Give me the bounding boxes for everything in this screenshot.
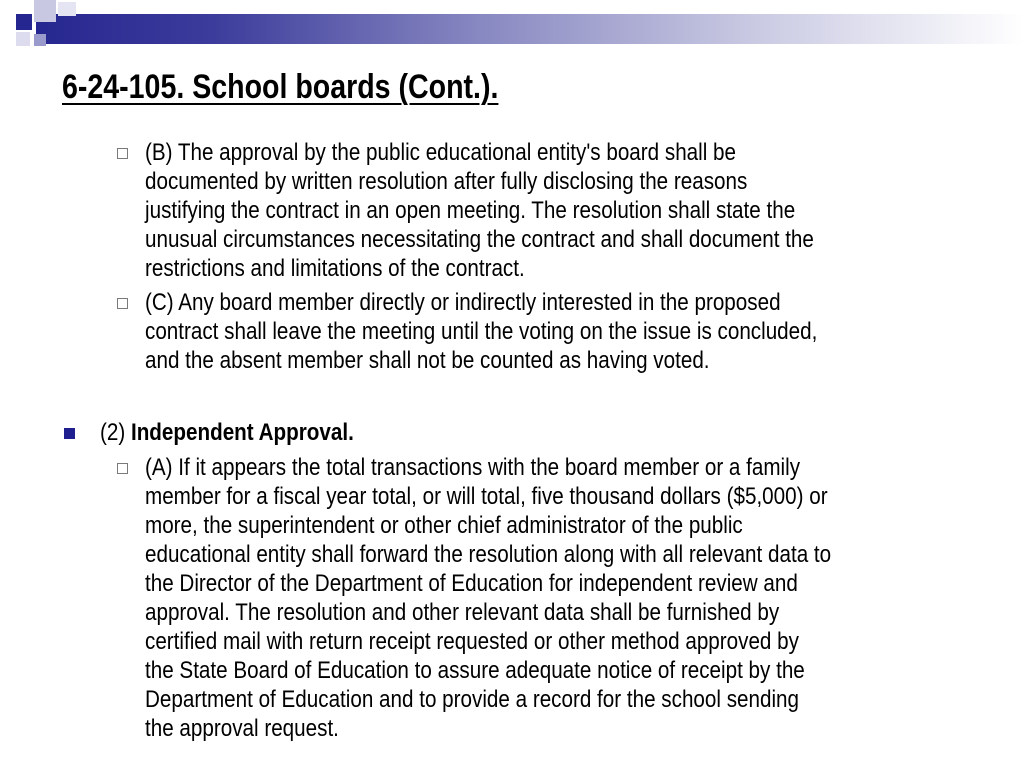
hollow-square-bullet-icon xyxy=(117,148,128,159)
list-item-line: more, the superintendent or other chief administrator of the public xyxy=(145,512,743,539)
list-item-line: unusual circumstances necessitating the contract and shall document the xyxy=(145,226,814,253)
list-item-line: (A) If it appears the total transactions with the board member or a family xyxy=(145,454,801,481)
solid-square-bullet-icon xyxy=(64,428,75,439)
list-item-line: the State Board of Education to assure adequate notice of receipt by the xyxy=(145,657,805,684)
list-item-line: (B) The approval by the public educational entity's board shall be xyxy=(145,139,737,166)
section-heading: Independent Approval. xyxy=(130,419,354,446)
list-item-a xyxy=(145,453,943,743)
list-item-line: member for a fiscal year total, or will total, five thousand dollars ($5,000) or xyxy=(145,483,828,510)
slide-title: 6-24-105. School boards (Cont.). xyxy=(62,68,499,106)
list-item-line: and the absent member shall not be counted as having voted. xyxy=(145,347,710,374)
list-item-line: certified mail with return receipt requested or other method approved by xyxy=(145,628,799,655)
list-item-line: educational entity shall forward the resolution along with all relevant data to xyxy=(145,541,832,568)
list-item-line: Department of Education and to provide a record for the school sending xyxy=(145,686,800,713)
list-item-line: restrictions and limitations of the contract. xyxy=(145,255,525,282)
list-item-line: justifying the contract in an open meeting. The resolution shall state the xyxy=(145,197,796,224)
list-item-b xyxy=(145,138,923,283)
list-item-line: (C) Any board member directly or indirectly interested in the proposed xyxy=(145,289,781,316)
section-heading-item xyxy=(100,418,395,447)
hollow-square-bullet-icon xyxy=(117,463,128,474)
section-number: (2) xyxy=(100,419,131,446)
section-heading-line xyxy=(100,418,354,447)
list-item-c xyxy=(145,288,927,375)
list-item-line: the Director of the Department of Education for independent review and xyxy=(145,570,798,597)
list-item-line: the approval request. xyxy=(145,715,339,742)
list-item-line: documented by written resolution after fully disclosing the reasons xyxy=(145,168,748,195)
list-item-line: approval. The resolution and other relevant data shall be furnished by xyxy=(145,599,780,626)
hollow-square-bullet-icon xyxy=(117,298,128,309)
list-item-line: contract shall leave the meeting until the voting on the issue is concluded, xyxy=(145,318,818,345)
